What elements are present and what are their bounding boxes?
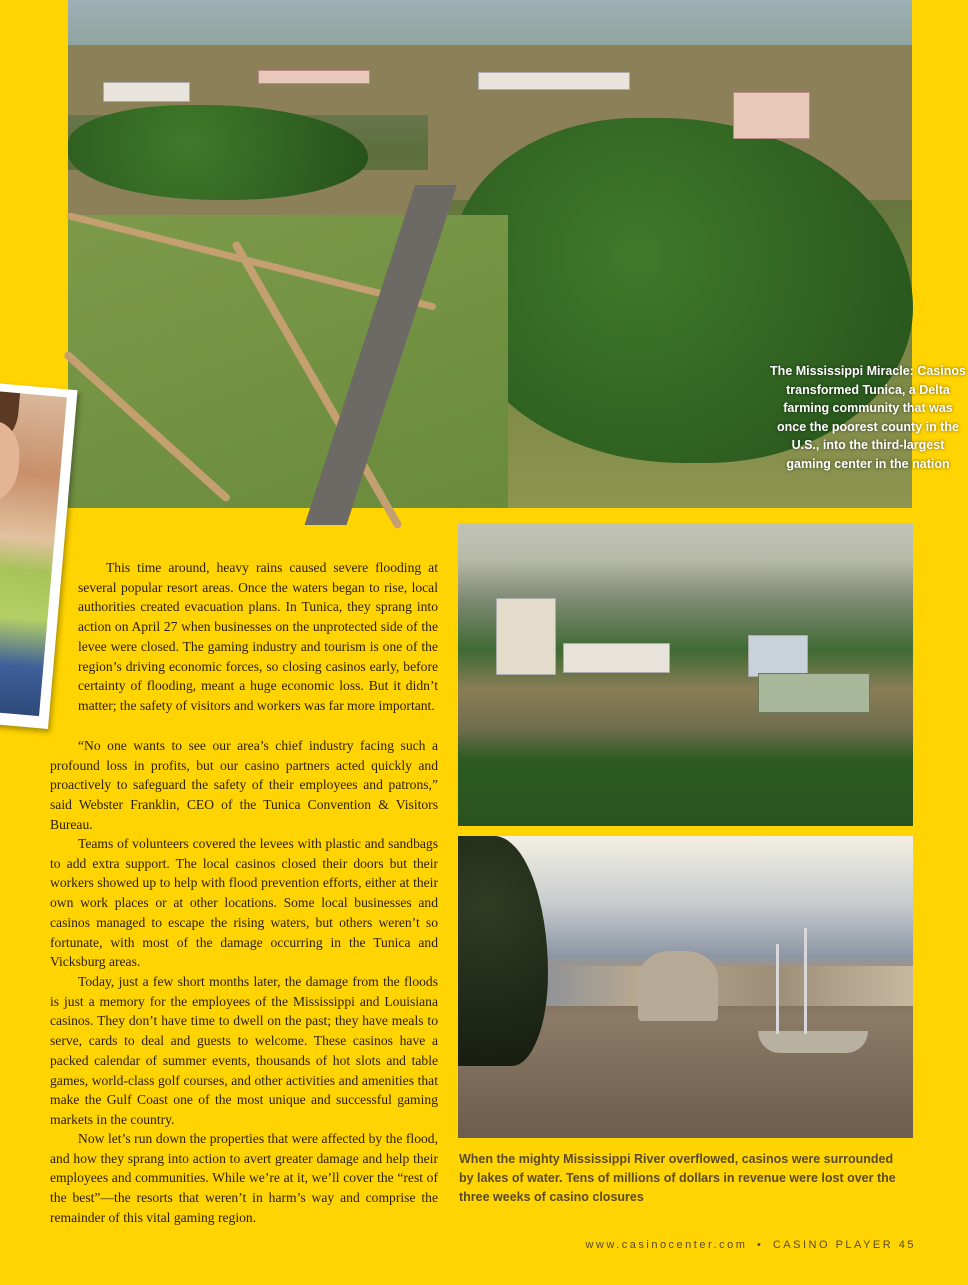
footer-website: www.casinocenter.com: [585, 1239, 748, 1251]
footer-magazine-name: CASINO PLAYER: [772, 1239, 894, 1251]
aerial-casino-resort-photo: [458, 523, 913, 826]
article-paragraph: Now let’s run down the properties that were affected by the flood, and how they sprang into action to avert greater damage and help their employees and communities. While we’re at it, we’ll cover the “rest of the best”—the resorts that weren’t in harm’s way and comprise the remainder of this vital gaming region.: [50, 1131, 438, 1225]
aerial-flood-photo-levee-road: [68, 0, 966, 508]
article-paragraph: “No one wants to see our area’s chief industry facing such a profound loss in profits, but our casino partners acted quickly and proactively to safeguard the safety of their employees and patrons,” said Webster Franklin, CEO of the Tunica Convention & Visitors Bureau.: [50, 738, 438, 832]
page-footer: [585, 1239, 916, 1251]
footer-page-number: 45: [898, 1239, 916, 1251]
flooded-casino-boat-photo: [458, 836, 913, 1138]
article-paragraph: This time around, heavy rains caused severe flooding at several popular resort areas. Once the waters began to rise, local authorities created evacuation plans. In Tunica, they sprang into action on April 27 when businesses on the unprotected side of the levee were closed. The gaming industry and tourism is one of the region’s driving economic forces, so closing casinos early, before certainty of flooding, meant a huge economic loss. But it didn’t matter; the safety of visitors and workers was far more important.: [78, 560, 438, 713]
article-paragraph: Today, just a few short months later, the damage from the floods is just a memory for the employees of the Mississippi and Louisiana casinos. They don’t have time to dwell on the past; they have meals to serve, cards to deal and guests to welcome. These casinos have a packed calendar of summer events, thousands of hot slots and table games, world-class golf courses, and other activities and amenities that make the Gulf Coast one of the most unique and successful gaming markets in the country.: [50, 974, 438, 1127]
top-photo-caption: The Mississippi Miracle: Casinos transformed Tunica, a Delta farming community that was once the poorest county in the U.S., into the third-largest gaming center in the nation: [770, 364, 966, 471]
article-paragraph: Teams of volunteers covered the levees with plastic and sandbags to add extra support. The local casinos closed their doors but their workers showed up to help with flood prevention efforts, either at their own work places or at other locations. Some local businesses and casinos managed to escape the rising waters, but others weren’t so fortunate, with most of the damage occurring in the Tunica and Vicksburg areas.: [50, 836, 438, 970]
footer-bullet: •: [756, 1239, 764, 1251]
bottom-photo-caption: When the mighty Mississippi River overflowed, casinos were surrounded by lakes of water. Tens of millions of dollars in revenue were lost over the three weeks of casino closures: [459, 1152, 896, 1204]
people-portrait-photo: [0, 380, 78, 729]
